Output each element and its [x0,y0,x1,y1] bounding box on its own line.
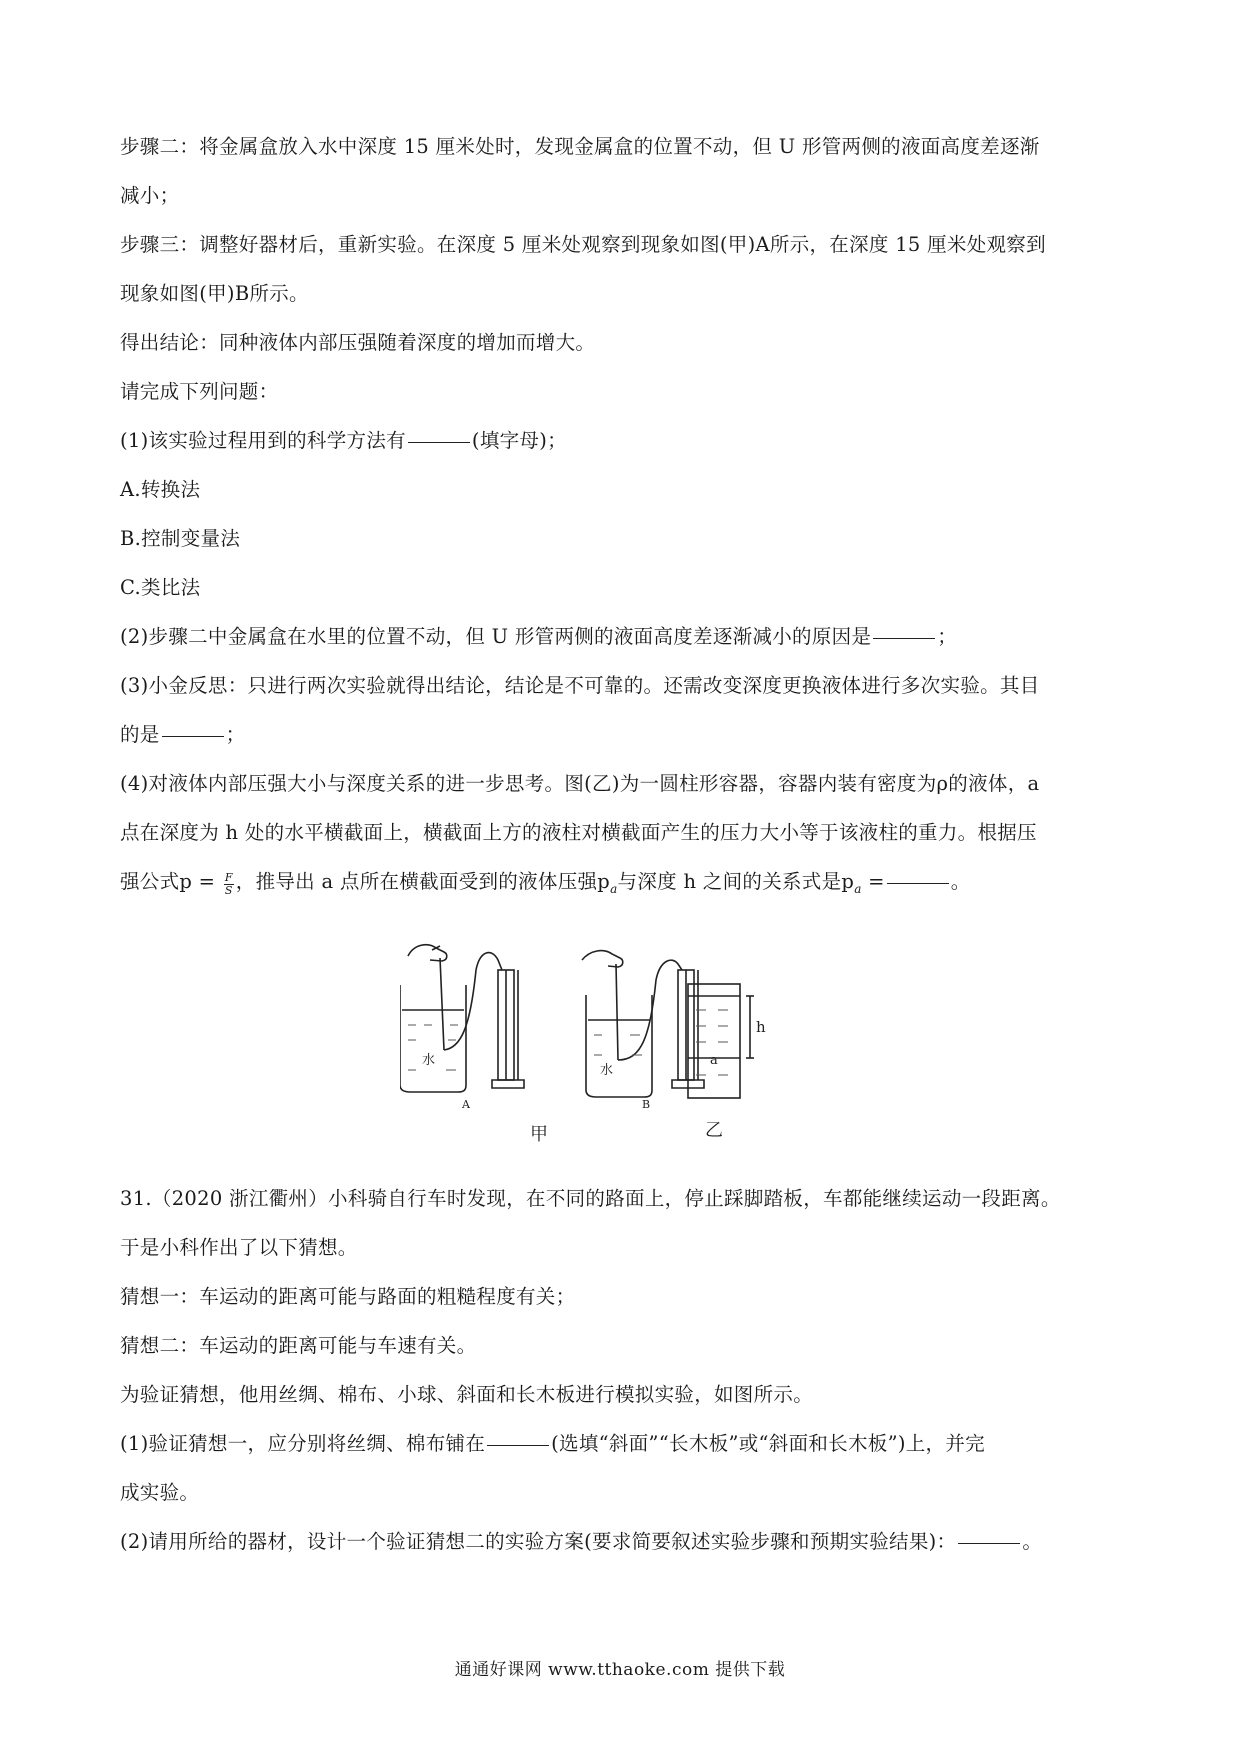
part2-question-1-line2: 成实验。 [120,1481,200,1504]
step2-line2: 减小； [120,184,180,207]
conclusion-text: 得出结论：同种液体内部压强随着深度的增加而增大。 [120,331,596,354]
formula-eq: = [861,870,885,893]
answer-blank [873,637,935,639]
experiment-figure [400,930,840,1155]
verify-text: 为验证猜想，他用丝绸、棉布、小球、斜面和长木板进行模拟实验，如图所示。 [120,1383,814,1406]
formula-lead: 强公式p = [120,870,216,893]
answer-blank [958,1542,1020,1544]
answer-blank [162,735,224,737]
fraction-f-over-s [224,872,234,897]
label-b: B [642,1098,651,1111]
question-3-line2 [120,710,1130,759]
question-3-line1: (3)小金反思：只进行两次实验就得出结论，结论是不可靠的。还需改变深度更换液体进行多次实验。其目 [120,674,1040,697]
part2-q2-tail: 。 [1022,1530,1043,1553]
caption-yi: 乙 [705,1120,723,1141]
footer-credit: 通通好课网 www.tthaoke.com 提供下载 [454,1660,786,1680]
question-2-text: (2)步骤二中金属盒在水里的位置不动，但 U 形管两侧的液面高度差逐渐减小的原因是 [120,625,872,648]
formula-text-b: ，推导出 a 点所在横截面受到的液体压强p [235,870,611,893]
guess-2: 猜想二：车运动的距离可能与车速有关。 [120,1334,477,1357]
label-water-b: 水 [600,1063,614,1078]
part2-question-2 [120,1517,1130,1566]
label-water-a: 水 [422,1053,436,1068]
guess-1: 猜想一：车运动的距离可能与路面的粗糙程度有关； [120,1285,576,1308]
question-2 [120,612,1130,661]
question-4-line1: (4)对液体内部压强大小与深度关系的进一步思考。图(乙)为一圆柱形容器，容器内装有密度为ρ的液体，a [120,772,1040,795]
question-1 [120,416,1130,465]
option-a: A.转换法 [120,478,201,501]
answer-blank [408,441,470,443]
setup-a [400,945,524,1092]
subscript-a-2: a [854,881,862,896]
label-point-a: a [710,1053,718,1068]
question-1-tail: (填字母)； [471,429,567,452]
part2-question-1 [120,1419,1130,1468]
option-c: C.类比法 [120,576,201,599]
label-a: A [462,1098,470,1111]
question-31-line2: 于是小科作出了以下猜想。 [120,1236,358,1259]
fraction-numerator: F [224,871,233,884]
question-1-text: (1)该实验过程用到的科学方法有 [120,429,406,452]
prompt-text: 请完成下列问题： [120,380,279,403]
part2-q2-text: (2)请用所给的器材，设计一个验证猜想二的实验方案(要求简要叙述实验步骤和预期实验结果)： [120,1530,957,1553]
step3-line1: 步骤三：调整好器材后，重新实验。在深度 5 厘米处观察到现象如图(甲)A所示，在深度 15 厘米处观察到 [120,233,1046,256]
document-body [120,122,1130,1566]
answer-blank [487,1444,549,1446]
answer-blank [887,882,949,884]
fraction-denominator: S [224,884,233,897]
water-dashes [408,1010,728,1075]
caption-jia: 甲 [530,1124,548,1145]
formula-end: 。 [950,870,971,893]
question-4-line2: 点在深度为 h 处的水平横截面上，横截面上方的液柱对横截面产生的压力大小等于该液柱的重力。根据压 [120,821,1037,844]
question-31-line1: 31.（2020 浙江衢州）小科骑自行车时发现，在不同的路面上，停止踩脚踏板，车都能继续运动一段距离。 [120,1187,1061,1210]
option-b: B.控制变量法 [120,527,241,550]
question-3-text: 的是 [120,723,160,746]
label-h: h [756,1018,766,1036]
question-2-tail: ； [937,625,958,648]
question-4-line3 [120,857,1130,906]
part2-q1-text: (1)验证猜想一，应分别将丝绸、棉布铺在 [120,1432,486,1455]
step3-line2: 现象如图(甲)B所示。 [120,282,309,305]
subscript-a: a [610,881,618,896]
step2-line1: 步骤二：将金属盒放入水中深度 15 厘米处时，发现金属盒的位置不动，但 U 形管两侧的液面高度差逐渐 [120,135,1040,158]
part2-q1-tail: (选填“斜面”“长木板”或“斜面和长木板”)上，并完 [551,1432,985,1455]
formula-text-c: 与深度 h 之间的关系式是p [617,870,855,893]
question-3-tail: ； [225,723,246,746]
